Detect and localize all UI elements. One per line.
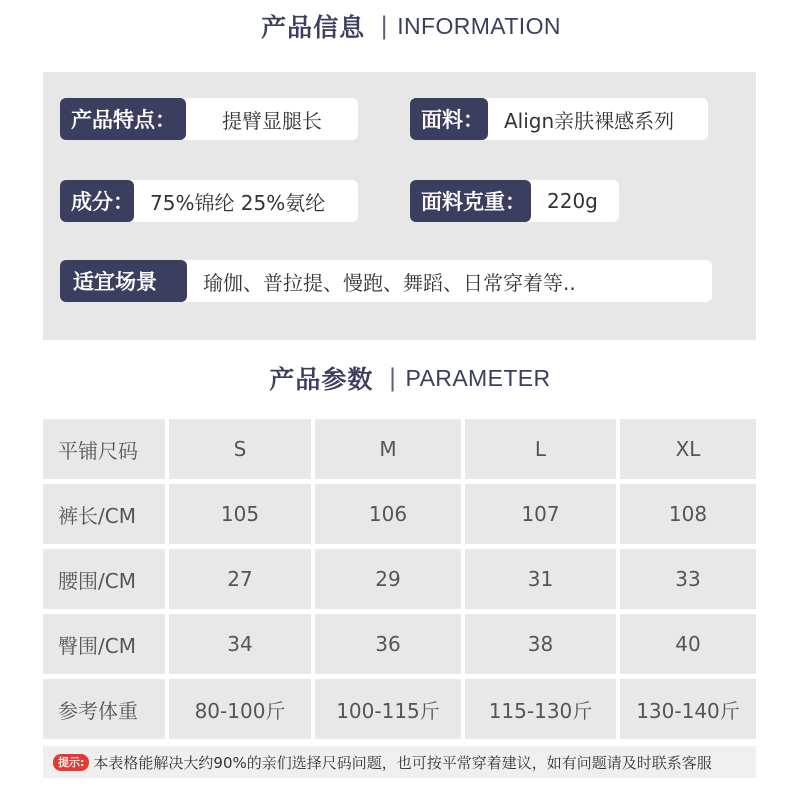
param-title-cn: 产品参数 bbox=[269, 365, 374, 394]
table-row-label: 裤长/CM bbox=[43, 484, 165, 544]
field-label: 面料克重： bbox=[410, 180, 531, 222]
table-cell: 130-140斤 bbox=[620, 679, 756, 739]
field-fabric-weight bbox=[410, 180, 619, 222]
field-label: 适宜场景 bbox=[60, 260, 187, 302]
table-header-cell: M bbox=[315, 419, 461, 479]
table-row-label: 腰围/CM bbox=[43, 549, 165, 609]
param-title-en: PARAMETER bbox=[405, 364, 551, 391]
table-cell: 33 bbox=[620, 549, 756, 609]
table-cell: 31 bbox=[465, 549, 616, 609]
tip-text: 本表格能解决大约90%的亲们选择尺码问题，也可按平常穿着建议，如有问题请及时联系客服 bbox=[93, 753, 712, 772]
table-header-cell: L bbox=[465, 419, 616, 479]
param-title-separator: | bbox=[388, 364, 397, 392]
field-value: Align亲肤裸感系列 bbox=[482, 98, 708, 140]
table-cell: 80-100斤 bbox=[169, 679, 311, 739]
field-composition bbox=[60, 180, 358, 222]
field-value: 瑜伽、普拉提、慢跑、舞蹈、日常穿着等.. bbox=[181, 260, 712, 302]
table-cell: 29 bbox=[315, 549, 461, 609]
table-cell: 40 bbox=[620, 614, 756, 674]
param-section-title bbox=[0, 358, 800, 398]
field-value: 提臂显腿长 bbox=[180, 98, 358, 140]
table-cell: 105 bbox=[169, 484, 311, 544]
field-fabric bbox=[410, 98, 708, 140]
table-row-label: 参考体重 bbox=[43, 679, 165, 739]
field-product-features bbox=[60, 98, 358, 140]
table-cell: 107 bbox=[465, 484, 616, 544]
table-cell: 38 bbox=[465, 614, 616, 674]
info-title-en: INFORMATION bbox=[397, 12, 561, 39]
table-cell: 115-130斤 bbox=[465, 679, 616, 739]
info-title-cn: 产品信息 bbox=[261, 13, 366, 42]
table-header-cell: S bbox=[169, 419, 311, 479]
table-header-cell: 平铺尺码 bbox=[43, 419, 165, 479]
info-panel bbox=[43, 72, 756, 340]
field-label: 面料： bbox=[410, 98, 488, 140]
table-cell: 106 bbox=[315, 484, 461, 544]
field-value: 220g bbox=[525, 180, 619, 222]
field-label: 成分： bbox=[60, 180, 134, 222]
info-title-separator: | bbox=[380, 12, 389, 40]
tip-bar bbox=[43, 746, 756, 778]
field-suitable-scenes bbox=[60, 260, 712, 302]
table-row-label: 臀围/CM bbox=[43, 614, 165, 674]
field-value: 75%锦纶 25%氨纶 bbox=[128, 180, 358, 222]
size-table bbox=[43, 419, 756, 739]
tip-badge: 提示: bbox=[53, 754, 89, 771]
table-cell: 36 bbox=[315, 614, 461, 674]
table-cell: 27 bbox=[169, 549, 311, 609]
table-cell: 108 bbox=[620, 484, 756, 544]
info-section-title bbox=[0, 6, 800, 46]
field-label: 产品特点： bbox=[60, 98, 186, 140]
table-cell: 100-115斤 bbox=[315, 679, 461, 739]
table-cell: 34 bbox=[169, 614, 311, 674]
table-header-cell: XL bbox=[620, 419, 756, 479]
